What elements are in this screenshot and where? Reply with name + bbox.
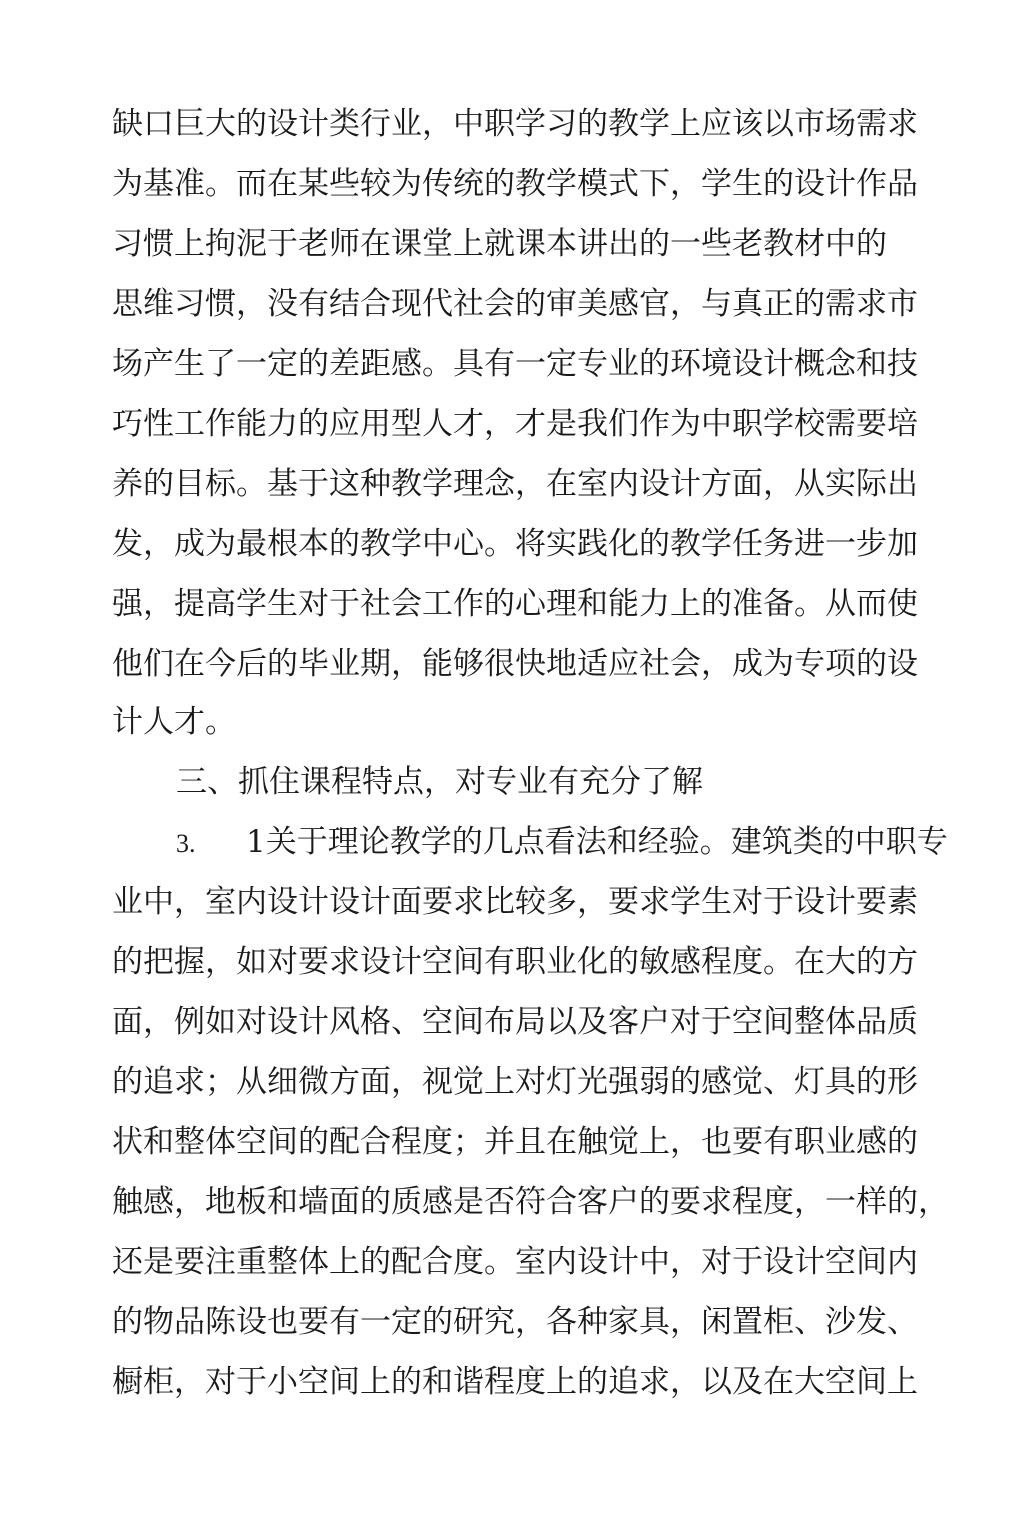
- paragraph-line: 的物品陈设也要有一定的研究，各种家具，闲置柜、沙发、: [112, 1304, 918, 1340]
- paragraph-line: 他们在今后的毕业期，能够很快地适应社会，成为专项的设: [112, 646, 918, 682]
- subsection-text: 1关于理论教学的几点看法和经验。建筑类的中职专: [246, 824, 948, 860]
- paragraph-line: 橱柜，对于小空间上的和谐程度上的追求，以及在大空间上: [112, 1364, 918, 1400]
- paragraph-line: 场产生了一定的差距感。具有一定专业的环境设计概念和技: [112, 346, 918, 382]
- paragraph-line: 还是要注重整体上的配合度。室内设计中，对于设计空间内: [112, 1244, 918, 1280]
- paragraph-line: 为基准。而在某些较为传统的教学模式下，学生的设计作品: [112, 166, 918, 202]
- paragraph-line: 强，提高学生对于社会工作的心理和能力上的准备。从而使: [112, 586, 918, 622]
- paragraph-line: 的追求；从细微方面，视觉上对灯光强弱的感觉、灯具的形: [112, 1064, 918, 1100]
- paragraph-line: 缺口巨大的设计类行业，中职学习的教学上应该以市场需求: [112, 106, 918, 142]
- section-heading: 三、抓住课程特点，对专业有充分了解: [176, 764, 703, 800]
- paragraph-line: 的把握，如对要求设计空间有职业化的敏感程度。在大的方: [112, 944, 918, 980]
- subsection-first-line: [176, 822, 948, 864]
- paragraph-line: 计人才。: [112, 704, 236, 740]
- paragraph-line: 面，例如对设计风格、空间布局以及客户对于空间整体品质: [112, 1004, 918, 1040]
- paragraph-line: 业中，室内设计设计面要求比较多，要求学生对于设计要素: [112, 884, 918, 920]
- paragraph-line: 巧性工作能力的应用型人才，才是我们作为中职学校需要培: [112, 406, 918, 442]
- subsection-number: 3.: [176, 829, 196, 858]
- paragraph-line: 触感，地板和墙面的质感是否符合客户的要求程度，一样的，: [112, 1184, 949, 1220]
- paragraph-line: 发，成为最根本的教学中心。将实践化的教学任务进一步加: [112, 526, 918, 562]
- paragraph-line: 思维习惯，没有结合现代社会的审美感官，与真正的需求市: [112, 286, 918, 322]
- paragraph-line: 习惯上拘泥于老师在课堂上就课本讲出的一些老教材中的: [112, 226, 887, 262]
- paragraph-line: 状和整体空间的配合程度；并且在触觉上，也要有职业感的: [112, 1124, 918, 1160]
- paragraph-line: 养的目标。基于这种教学理念，在室内设计方面，从实际出: [112, 466, 918, 502]
